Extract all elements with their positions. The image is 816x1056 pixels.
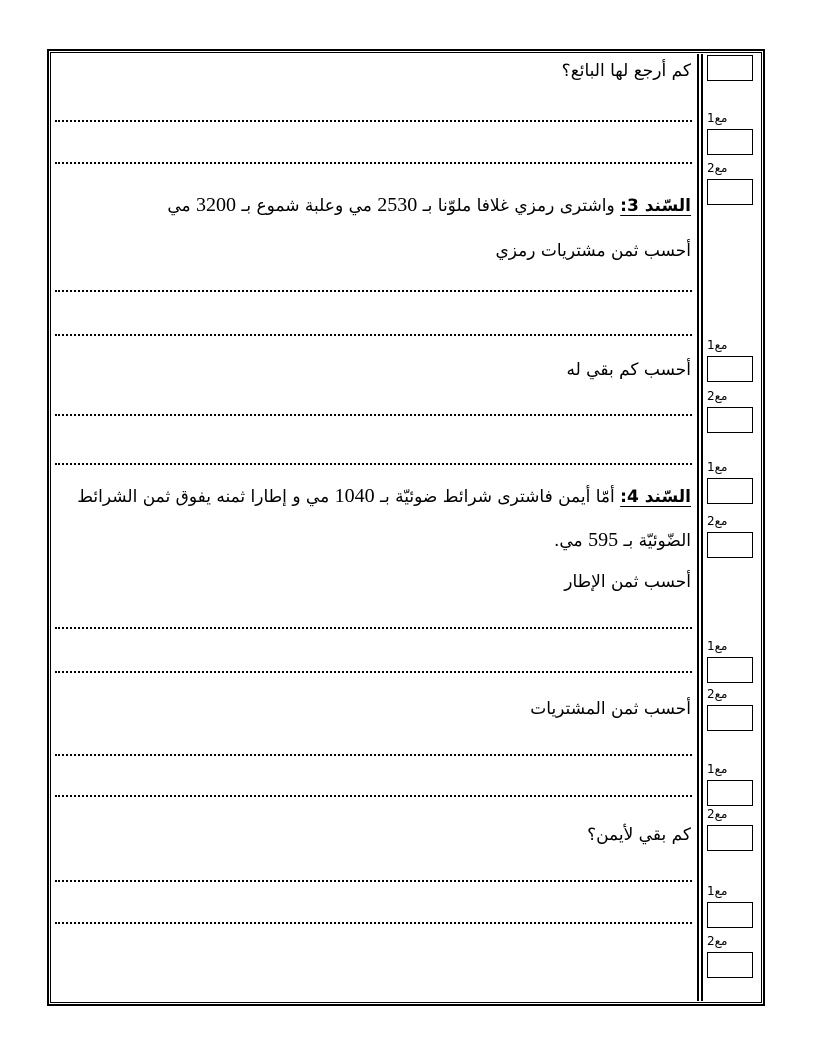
answer-line (55, 922, 692, 924)
criterion1-label: مع1 (707, 338, 728, 352)
exercise3-task-remaining: أحسب كم بقي له (566, 360, 691, 380)
answer-line (55, 880, 692, 882)
answer-line (55, 120, 692, 122)
mark-box (707, 407, 753, 433)
exercise3-price2: 3200 (196, 194, 237, 216)
answer-line (55, 414, 692, 416)
criterion1-label: مع1 (707, 460, 728, 474)
exercise3-statement-part1: واشترى رمزي غلافا ملوّنا بـ (417, 196, 621, 216)
exercise4-statement-line2 (57, 527, 691, 554)
exercise4-task-remaining: كم بقي لأيمن؟ (587, 825, 691, 845)
exercise3-title: السّند 3: (620, 196, 691, 216)
criterion2-label: مع2 (707, 389, 728, 403)
exercise3-price1: 2530 (377, 194, 418, 216)
mark-box (707, 478, 753, 504)
main-content (53, 54, 695, 1001)
mark-box (707, 179, 753, 205)
criterion2-label: مع2 (707, 807, 728, 821)
exercise4-task-total: أحسب ثمن المشتريات (530, 699, 691, 719)
mark-box (707, 825, 753, 851)
mark-group (707, 388, 753, 433)
criterion2-label: مع2 (707, 934, 728, 948)
answer-line (55, 334, 692, 336)
mark-group (707, 686, 753, 731)
criterion2-label: مع2 (707, 161, 728, 175)
answer-line (55, 290, 692, 292)
answer-line (55, 162, 692, 164)
exercise4-task-frame-price: أحسب ثمن الإطار (564, 572, 691, 592)
answer-line (55, 671, 692, 673)
page-frame (47, 49, 765, 1006)
mark-box (707, 356, 753, 382)
mark-box (707, 780, 753, 806)
exercise4-statement-part1: أمّا أيمن فاشترى شرائط ضوئيّة بـ (374, 487, 621, 507)
exercise4-statement-part2: مي و إطارا ثمنه يفوق ثمن الشرائط (77, 487, 335, 507)
mark-box (707, 55, 753, 81)
answer-line (55, 463, 692, 465)
answer-line (55, 795, 692, 797)
mark-group (707, 883, 753, 928)
mark-box (707, 705, 753, 731)
mark-box (707, 902, 753, 928)
mark-group (707, 933, 753, 978)
exercise3-task-total: أحسب ثمن مشتريات رمزي (495, 241, 691, 261)
mark-group (707, 337, 753, 382)
marks-sidebar (703, 54, 760, 1001)
mark-group (707, 806, 753, 851)
exercise4-price2: 595 (588, 529, 619, 551)
exercise4-title: السّند 4: (620, 487, 691, 507)
mark-box (707, 952, 753, 978)
mark-box (707, 129, 753, 155)
mark-group (707, 761, 753, 806)
criterion1-label: مع1 (707, 111, 728, 125)
criterion1-label: مع1 (707, 884, 728, 898)
answer-line (55, 754, 692, 756)
criterion2-label: مع2 (707, 514, 728, 528)
exercise3-heading (57, 192, 691, 219)
exercise4-statement-line2-part1: الضّوئيّة بـ (618, 531, 691, 551)
criterion1-label: مع1 (707, 762, 728, 776)
mark-box (707, 657, 753, 683)
mark-group (707, 513, 753, 558)
mark-group (707, 160, 753, 205)
mark-group (707, 638, 753, 683)
exercise4-heading (57, 483, 691, 510)
exercise3-statement-part3: مي (167, 196, 197, 216)
exercise3-statement-part2: مي وعلبة شموع بـ (236, 196, 378, 216)
previous-exercise-question: كم أرجع لها البائع؟ (561, 61, 691, 81)
mark-group (707, 110, 753, 155)
exercise4-statement-line2-part2: مي. (553, 531, 589, 551)
answer-line (55, 627, 692, 629)
mark-box (707, 532, 753, 558)
criterion1-label: مع1 (707, 639, 728, 653)
criterion2-label: مع2 (707, 687, 728, 701)
mark-group (707, 459, 753, 504)
exercise4-price1: 1040 (334, 485, 375, 507)
